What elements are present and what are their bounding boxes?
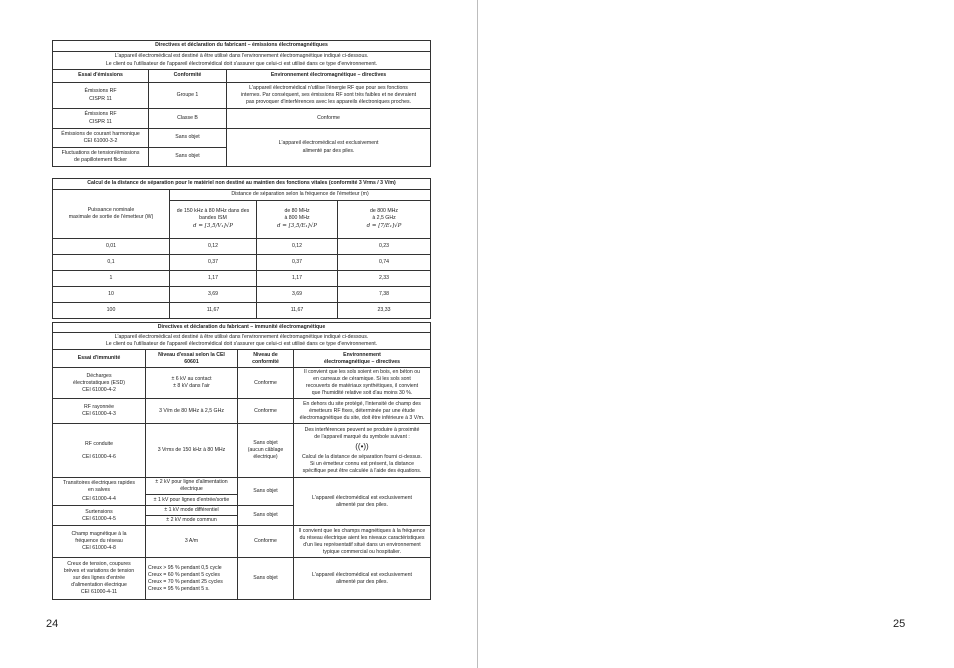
text-line: alimenté par des piles.	[302, 147, 355, 154]
formula: d = [7/E₁]√P	[366, 223, 402, 230]
text-line: électromagnétique – directives	[323, 358, 401, 365]
text-line: Puissance nominale	[87, 206, 135, 213]
text-line: Transitoires électriques rapides	[63, 480, 135, 487]
band-header	[338, 201, 431, 239]
text-line: typique commercial ou hospitalier.	[322, 548, 402, 555]
text-line: ± 2 kV pour ligne d'alimentation	[155, 479, 228, 486]
table-cell: 7,38	[338, 287, 431, 303]
text-line: de 80 MHz	[284, 208, 310, 215]
col-header	[238, 350, 294, 368]
text-line: Le client ou l'utilisateur de l'appareil électromédical doit s'assurer que celui-ci est utilisé dans ce type d'environnement.	[105, 60, 378, 67]
table-row	[53, 368, 431, 399]
table-cell	[146, 478, 238, 495]
table-row	[53, 109, 431, 129]
table-cell: 1	[53, 271, 170, 287]
text-line: conformité	[252, 358, 279, 365]
table-cell: 3,69	[257, 287, 338, 303]
table-row	[53, 287, 431, 303]
text-line: ± 6 kV au contact	[171, 376, 212, 383]
col-header: Essai d'immunité	[53, 350, 146, 368]
table-cell	[294, 424, 431, 478]
text-line: Émissions de courant harmonique	[61, 130, 140, 137]
table-cell: Sans objet	[238, 478, 294, 506]
text-line: internes. Par conséquent, ses émissions RF sont très faibles et ne devraient	[241, 91, 417, 98]
text-line: d'un lieu représentatif situé dans un environnement	[303, 541, 421, 548]
band-header	[257, 201, 338, 239]
text-line: Il convient que les champs magnétiques à la fréquence	[298, 527, 426, 534]
text-line: Fluctuations de tension/émissions	[61, 149, 140, 156]
table-cell	[294, 558, 431, 600]
table-cell	[294, 526, 431, 558]
table-cell: 11,67	[170, 303, 257, 319]
text-line: CEI 61000-4-3	[82, 411, 116, 418]
text-line: Surtensions	[85, 508, 113, 515]
distance-header: Distance de séparation selon la fréquence de l'émetteur (m)	[170, 190, 431, 201]
text-line: de 800 MHz	[370, 208, 398, 215]
text-line: Creux = 95 % pendant 5 s.	[148, 585, 210, 592]
cell-test	[53, 83, 149, 109]
table-row	[53, 526, 431, 558]
text-line: à 2,5 GHz	[372, 215, 396, 222]
text-line: CEI 61000-4-11	[80, 589, 118, 596]
table-cell	[146, 558, 238, 600]
col-header: Essai d'émissions	[53, 70, 149, 83]
cell-compliance: Groupe 1	[149, 83, 227, 109]
cell-compliance: Classe B	[149, 109, 227, 129]
text-line: électrique)	[253, 454, 278, 461]
immunity-title: Directives et déclaration du fabricant – immunité électromagnétique	[53, 323, 431, 333]
cell-test	[53, 109, 149, 129]
text-line: Environnement	[343, 351, 381, 358]
table-row	[53, 83, 431, 109]
text-line: CISPR 11	[89, 118, 112, 125]
text-line: alimenté par des piles.	[336, 501, 388, 508]
band-header	[170, 201, 257, 239]
text-line: électrostatiques (ESD)	[73, 379, 125, 386]
text-line: électromagnétique du site, doit être inférieure à 3 V/m.	[299, 414, 425, 421]
text-line: de 150 kHz à 80 MHz dans des	[176, 208, 250, 215]
cell-compliance: Sans objet	[149, 148, 227, 167]
distance-title: Calcul de la distance de séparation pour le matériel non destiné au maintien des fonctions vitales (conformité 3 Vrms / 3 V/m)	[53, 179, 431, 190]
table-cell: ± 1 kV mode différentiel	[146, 506, 238, 516]
table-cell	[53, 368, 146, 399]
table-cell	[294, 368, 431, 399]
table-cell	[294, 478, 431, 526]
text-line: d'alimentation électrique	[71, 582, 127, 589]
table-cell	[53, 399, 146, 424]
table-cell: 1,17	[170, 271, 257, 287]
text-line: L'appareil électromédical est destiné à être utilisé dans l'environnement électromagnétique indiqué ci-dessous.	[114, 53, 369, 60]
page-divider	[477, 0, 478, 668]
table-cell: Conforme	[238, 399, 294, 424]
power-header	[53, 190, 170, 239]
table-cell: 100	[53, 303, 170, 319]
text-line: Décharges	[86, 372, 112, 379]
text-line: brèves et variations de tension	[63, 568, 135, 575]
text-line: bandes ISM	[199, 215, 227, 222]
table-row	[53, 424, 431, 478]
table-cell: 11,67	[257, 303, 338, 319]
cell-env	[227, 129, 431, 167]
formula: d = [3,5/E₁]√P	[277, 223, 317, 230]
text-line: Le client ou l'utilisateur de l'appareil électromédical doit s'assurer que celui-ci est utilisé dans ce type d'environnement.	[105, 341, 378, 348]
col-header	[294, 350, 431, 368]
text-line: RF rayonnée	[84, 404, 114, 411]
text-line: Niveau de	[253, 351, 278, 358]
text-line: Niveau d'essai selon la CEI	[158, 351, 225, 358]
text-line: CEI 61000-4-6	[82, 453, 116, 460]
text-line: L'appareil électromédical est destiné à être utilisé dans l'environnement électromagnétique indiqué ci-dessous.	[114, 334, 369, 341]
table-cell: 3 V/m de 80 MHz à 2,5 GHz	[146, 399, 238, 424]
emissions-title: Directives et déclaration du fabricant – émissions électromagnétiques	[53, 41, 431, 52]
text-line: électrique	[180, 486, 203, 493]
table-cell	[294, 399, 431, 424]
table-cell	[146, 368, 238, 399]
table-cell	[53, 506, 146, 526]
table-cell: 23,33	[338, 303, 431, 319]
table-row	[53, 558, 431, 600]
text-line: en carreaux de céramique. Si les sols sont	[313, 376, 411, 383]
immunity-table	[52, 322, 431, 600]
table-cell	[53, 558, 146, 600]
text-line: L'appareil électromédical n'utilise l'énergie RF que pour ses fonctions	[249, 84, 408, 91]
text-line: en salves	[88, 487, 110, 494]
table-cell: ± 2 kV mode commun	[146, 516, 238, 526]
nonionizing-radiation-icon: ((•))	[355, 441, 369, 451]
text-line: à 800 MHz	[284, 215, 310, 222]
cell-env: Conforme	[227, 109, 431, 129]
text-line: Des interférences peuvent se produire à proximité	[304, 426, 420, 433]
table-cell: ± 1 kV pour lignes d'entrée/sortie	[146, 495, 238, 506]
text-line: CEI 61000-4-8	[82, 545, 116, 552]
table-cell: 0,12	[257, 239, 338, 255]
text-line: CEI 61000-4-2	[82, 386, 116, 393]
immunity-intro	[53, 333, 431, 350]
text-line: RF conduite	[85, 440, 113, 447]
text-line: que l'humidité relative soit d'au moins 30 %.	[311, 390, 413, 397]
emissions-intro	[53, 52, 431, 70]
text-line: Il convient que les sols soient en bois, en béton ou	[304, 369, 420, 376]
table-cell: Conforme	[238, 368, 294, 399]
cell-test	[53, 148, 149, 167]
table-cell: 0,74	[338, 255, 431, 271]
text-line: Champ magnétique à la	[71, 531, 127, 538]
table-row	[53, 271, 431, 287]
table-cell: Sans objet	[238, 506, 294, 526]
col-header	[146, 350, 238, 368]
text-line: du réseau électrique aient les niveaux caractéristiques	[299, 534, 425, 541]
text-line: de l'appareil marqué du symbole suivant :	[314, 433, 410, 440]
table-cell	[53, 424, 146, 478]
table-row	[53, 478, 431, 495]
text-line: ± 8 kV dans l'air	[173, 383, 210, 390]
text-line: Creux de tension, coupures	[67, 561, 131, 568]
text-line: Creux = 70 % pendant 25 cycles	[148, 578, 223, 585]
table-cell: Conforme	[238, 526, 294, 558]
formula: d = [3,5/V₁]√P	[193, 223, 233, 230]
cell-test	[53, 129, 149, 148]
cell-env	[227, 83, 431, 109]
table-cell: 0,37	[257, 255, 338, 271]
table-cell: 3 Vrms de 150 kHz à 80 MHz	[146, 424, 238, 478]
table-cell: 1,17	[257, 271, 338, 287]
text-line: recouverts de matériaux synthétiques, il convient	[305, 383, 419, 390]
text-line: CISPR 11	[89, 95, 112, 102]
table-cell: 0,12	[170, 239, 257, 255]
text-line: Émissions RF	[84, 111, 117, 118]
table-cell: 0,1	[53, 255, 170, 271]
text-line: sur des lignes d'entrée	[72, 575, 126, 582]
text-line: Creux = 60 % pendant 5 cycles	[148, 571, 220, 578]
text-line: L'appareil électromédical est exclusivement	[312, 494, 412, 501]
table-cell: Sans objet	[238, 558, 294, 600]
table-cell	[53, 526, 146, 558]
table-row	[53, 399, 431, 424]
page-number-right: 25	[893, 618, 906, 630]
emissions-table	[52, 40, 431, 167]
text-line: 60601	[184, 358, 199, 365]
text-line: En dehors du site protégé, l'intensité de champ des	[303, 400, 421, 407]
table-row	[53, 239, 431, 255]
table-cell: 2,33	[338, 271, 431, 287]
table-row	[53, 303, 431, 319]
text-line: émetteurs RF fixes, déterminée par une étude	[309, 407, 415, 414]
text-line: Calcul de la distance de séparation fourni ci-dessus.	[302, 453, 422, 460]
table-cell: 0,37	[170, 255, 257, 271]
text-line: Creux > 95 % pendant 0,5 cycle	[148, 564, 222, 571]
text-line: Si un émetteur connu est présent, la distance	[309, 460, 415, 467]
text-line: CEI 61000-4-4	[82, 496, 116, 503]
table-cell: 0,01	[53, 239, 170, 255]
table-row	[53, 255, 431, 271]
table-cell: 0,23	[338, 239, 431, 255]
table-cell: 3,69	[170, 287, 257, 303]
text-line: de papillotement flicker	[73, 157, 128, 163]
distance-table	[52, 178, 431, 319]
table-cell	[238, 424, 294, 478]
text-line: spécifique peut être calculée à l'aide des équations.	[302, 467, 422, 474]
col-header: Environnement électromagnétique – directives	[227, 70, 431, 83]
text-line: (aucun câblage	[247, 447, 284, 454]
text-line: maximale de sortie de l'émetteur (W)	[68, 214, 154, 220]
text-line: L'appareil électromédical est exclusivement	[278, 140, 379, 147]
text-line: Sans objet	[253, 440, 278, 447]
cell-compliance: Sans objet	[149, 129, 227, 148]
text-line: CEI 61000-3-2	[83, 138, 118, 144]
table-row	[53, 129, 431, 148]
text-line: fréquence du réseau	[75, 538, 123, 545]
text-line: L'appareil électromédical est exclusivement	[312, 571, 412, 578]
text-line: alimenté par des piles.	[336, 578, 388, 585]
col-header: Conformité	[149, 70, 227, 83]
text-line: CEI 61000-4-5	[82, 515, 116, 522]
text-line: pas provoquer d'interférences avec les appareils électroniques proches.	[245, 99, 412, 105]
table-cell: 10	[53, 287, 170, 303]
table-cell: 3 A/m	[146, 526, 238, 558]
table-cell	[53, 478, 146, 506]
text-line: Émissions RF	[84, 88, 117, 95]
page-number-left: 24	[46, 618, 59, 630]
